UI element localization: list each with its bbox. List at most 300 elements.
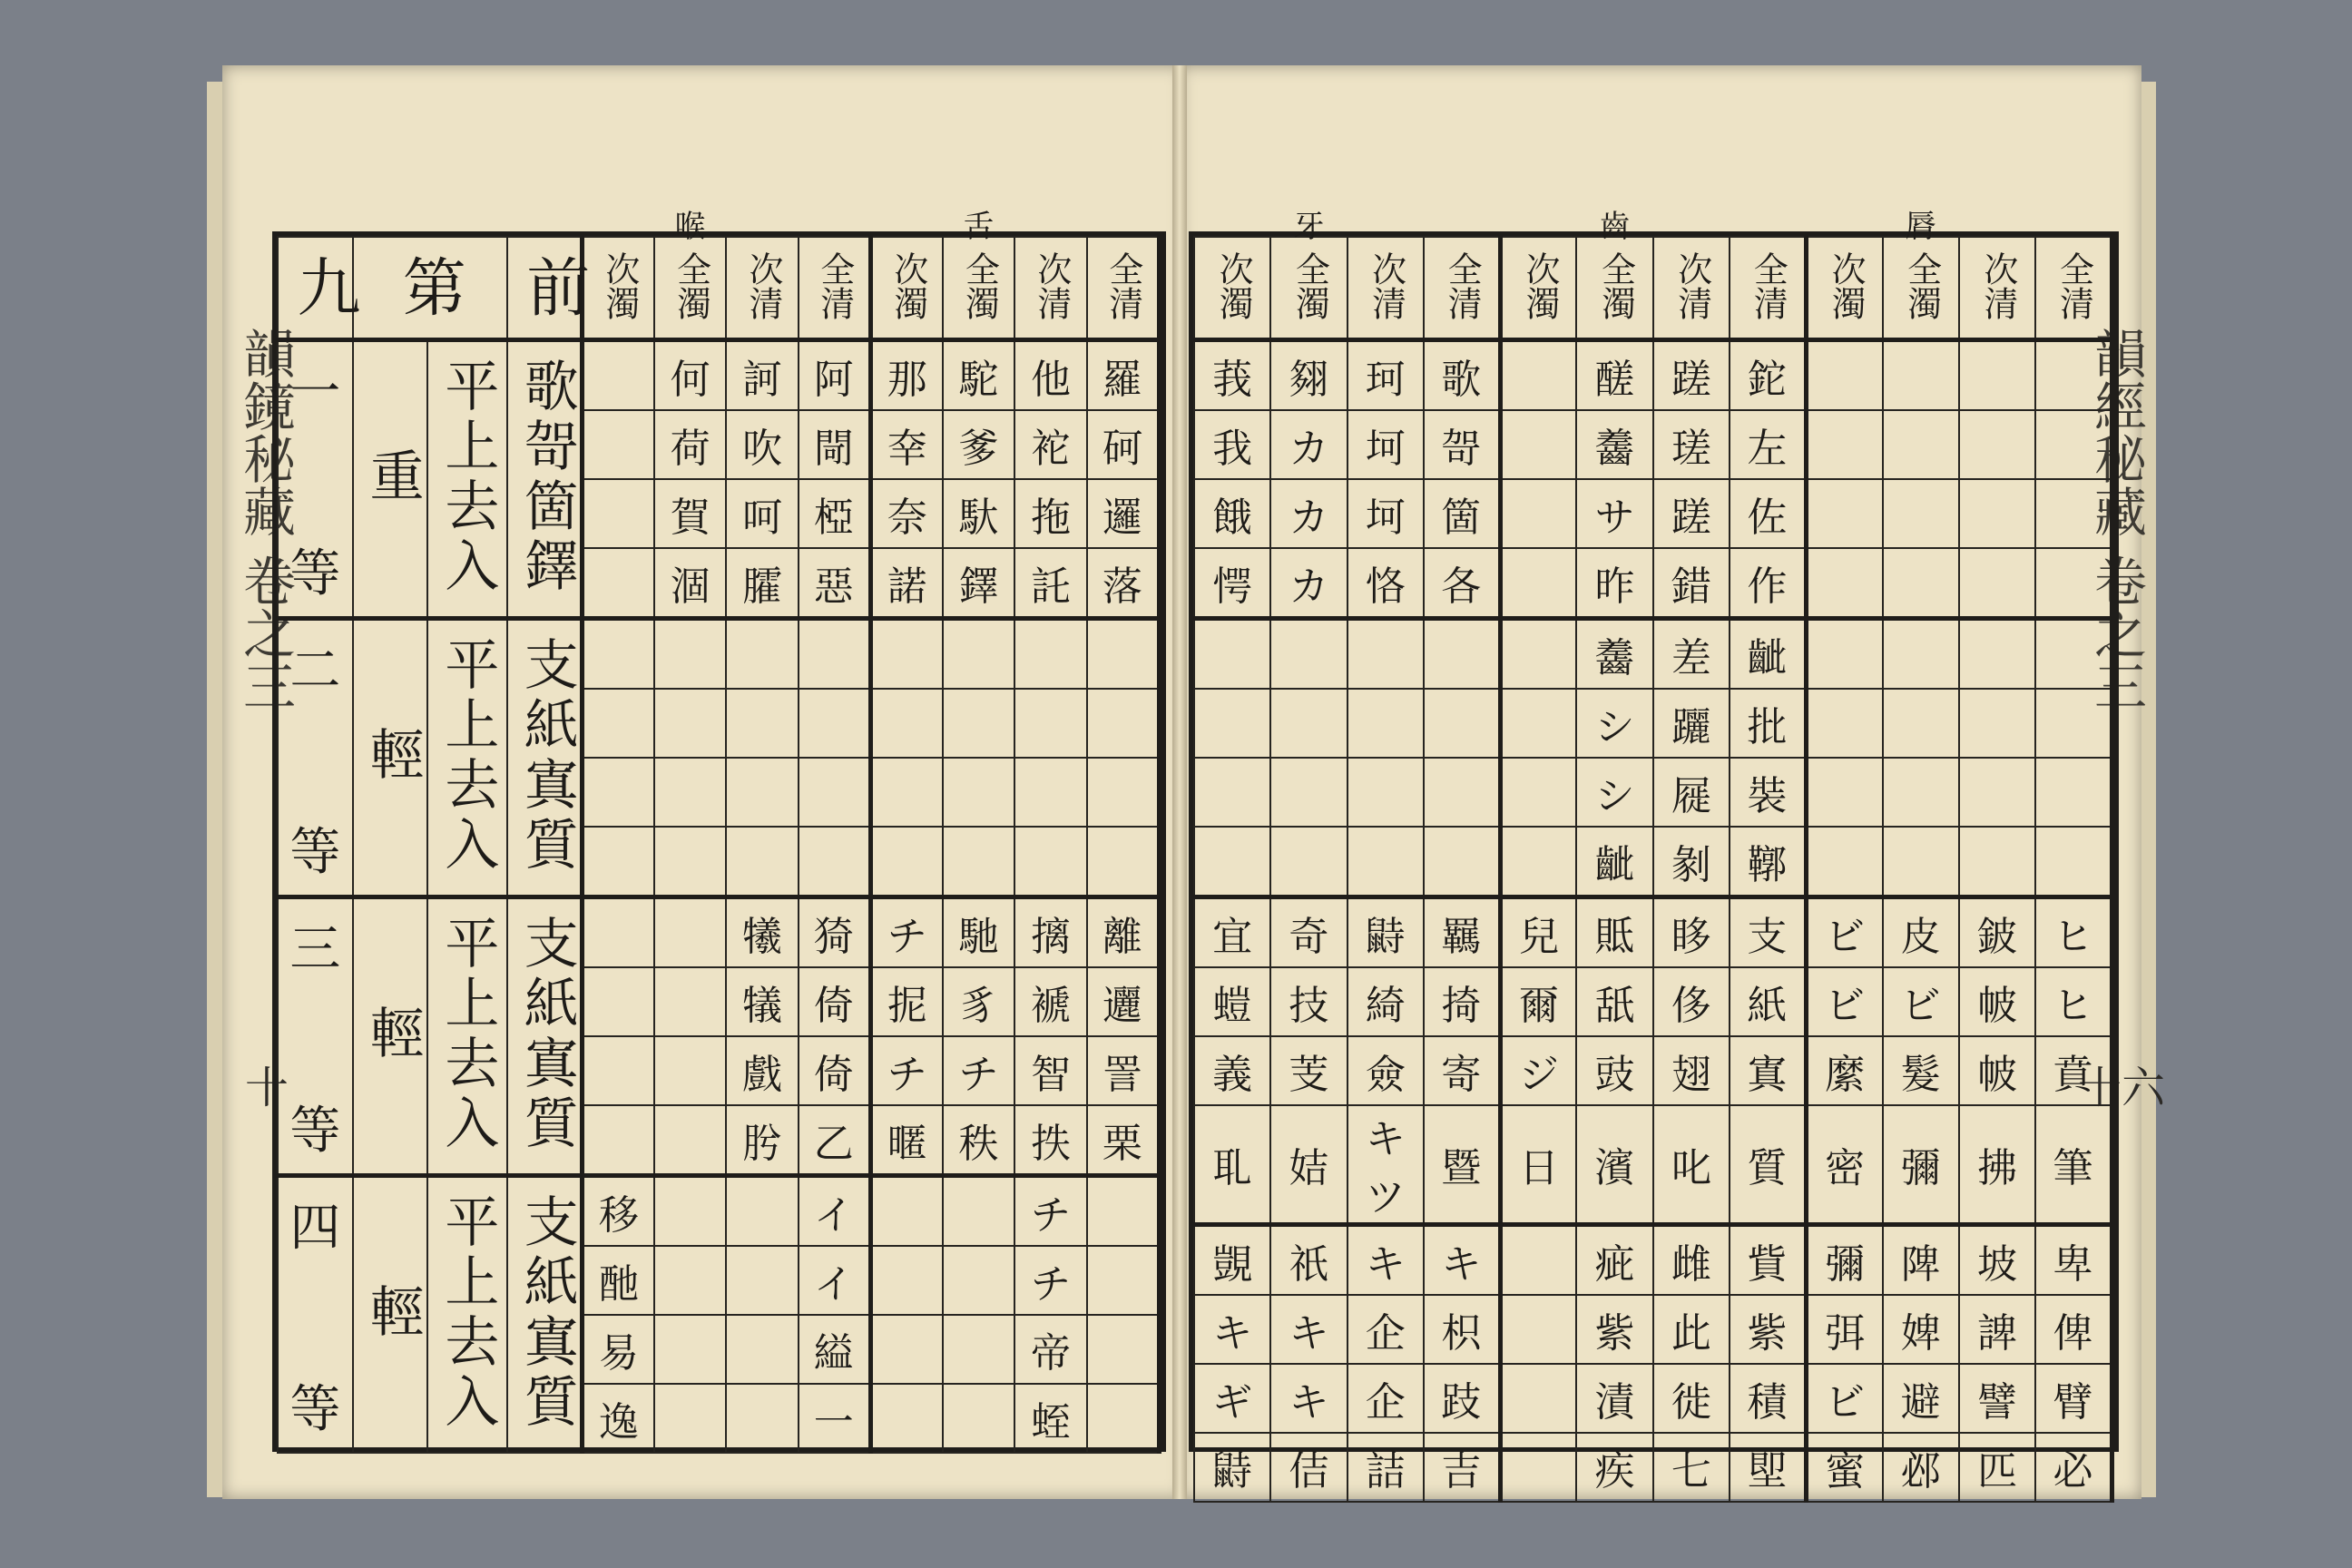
character-cell: 必: [2035, 1433, 2112, 1502]
character-cell: 何: [654, 340, 726, 411]
character-cell: 紫: [1576, 1295, 1652, 1364]
character-cell: チ: [1014, 1176, 1086, 1247]
character-cell: 掎: [1424, 967, 1500, 1036]
character-cell: 吹: [726, 410, 798, 479]
character-cell: [654, 1246, 726, 1315]
character-cell: [2035, 479, 2112, 548]
character-cell: 臂: [2035, 1364, 2112, 1433]
initial-group-name: 牙: [1293, 209, 1325, 245]
character-cell: 兒: [1500, 897, 1576, 968]
column-header-text: 次清: [1031, 251, 1072, 320]
character-cell: 帔: [1959, 967, 2035, 1036]
character-cell: キツ: [1348, 1105, 1424, 1225]
column-header-text: 次清: [1977, 251, 2018, 320]
character-cell: 差: [1653, 619, 1730, 690]
character-cell: 疾: [1576, 1433, 1652, 1502]
character-cell: ビ: [1883, 967, 1959, 1036]
character-cell: [870, 1176, 942, 1247]
character-cell: 叱: [1653, 1105, 1730, 1225]
character-cell: 裝: [1730, 758, 1806, 827]
weight-cell: [353, 1176, 428, 1454]
character-cell: [1348, 689, 1424, 758]
character-cell: [1500, 1225, 1576, 1296]
character-cell: [582, 758, 653, 827]
character-cell: 倚: [799, 1036, 870, 1105]
grade-text: [279, 1188, 352, 1442]
grade-text: [279, 909, 352, 1163]
character-cell: 佶: [1270, 1433, 1347, 1502]
character-cell: 閜: [799, 410, 870, 479]
character-cell: [1500, 548, 1576, 619]
character-cell: 㚔: [870, 410, 942, 479]
character-cell: 寄: [1424, 1036, 1500, 1105]
character-cell: 僉: [1348, 1036, 1424, 1105]
character-cell: 筆: [2035, 1105, 2112, 1225]
grade-cell: [278, 1176, 353, 1454]
grade-cell: [278, 619, 353, 897]
character-cell: 褫: [1014, 967, 1086, 1036]
character-cell: 左: [1730, 410, 1806, 479]
tones-cell: [427, 1176, 506, 1454]
column-header: [1959, 237, 2035, 340]
character-cell: 各: [1424, 548, 1500, 619]
character-cell: 莪: [1194, 340, 1270, 411]
character-cell: 技: [1270, 967, 1347, 1036]
column-header: [1806, 237, 1882, 340]
character-cell: 臛: [726, 548, 798, 619]
column-header: [943, 209, 1014, 340]
character-cell: 栗: [1087, 1105, 1160, 1176]
weight-text: 輕: [360, 1283, 425, 1343]
character-cell: [2035, 619, 2112, 690]
character-cell: [1883, 758, 1959, 827]
character-cell: [582, 548, 653, 619]
character-cell: 紫: [1730, 1295, 1806, 1364]
character-cell: 七: [1653, 1433, 1730, 1502]
right-folio: 十六: [2078, 1063, 2166, 1113]
character-cell: [1883, 410, 1959, 479]
character-cell: [1883, 619, 1959, 690]
character-cell: ヒ: [2035, 967, 2112, 1036]
grade-label: 等: [289, 1380, 341, 1439]
character-cell: [1500, 479, 1576, 548]
character-cell: [1500, 827, 1576, 897]
character-cell: 譬: [1959, 1364, 2035, 1433]
character-cell: [1270, 619, 1347, 690]
column-header-text: 全濁: [671, 251, 711, 320]
grade-cell: [278, 340, 353, 619]
character-cell: 姞: [1270, 1105, 1347, 1225]
left-rhyme-table: [272, 209, 1166, 1452]
character-cell: [1500, 340, 1576, 411]
character-cell: [2035, 340, 2112, 411]
character-cell: [943, 689, 1014, 758]
character-cell: ビ: [1806, 967, 1882, 1036]
character-cell: 帔: [1959, 1036, 2035, 1105]
character-cell: [1194, 619, 1270, 690]
character-cell: [2035, 410, 2112, 479]
character-cell: 吉: [1424, 1433, 1500, 1502]
character-cell: [1194, 758, 1270, 827]
character-cell: [1014, 689, 1086, 758]
character-cell: [1424, 827, 1500, 897]
character-cell: チ: [870, 1036, 942, 1105]
column-header-text: 次濁: [1213, 251, 1254, 320]
tones-cell: [427, 897, 506, 1176]
character-cell: [654, 1105, 726, 1176]
character-cell: 鼭: [1348, 897, 1424, 968]
character-cell: [870, 1315, 942, 1384]
character-cell: [1806, 340, 1882, 411]
character-cell: キ: [1194, 1295, 1270, 1364]
character-cell: [582, 1105, 653, 1176]
character-cell: [1500, 758, 1576, 827]
character-cell: 犧: [726, 897, 798, 968]
character-cell: [1959, 410, 2035, 479]
character-cell: 荷: [654, 410, 726, 479]
rime-cell: [507, 1176, 583, 1454]
character-cell: 乙: [799, 1105, 870, 1176]
character-cell: 堲: [1730, 1433, 1806, 1502]
character-cell: 跂: [1424, 1364, 1500, 1433]
character-cell: 瑳: [1653, 410, 1730, 479]
character-cell: [726, 689, 798, 758]
character-cell: 歌: [1424, 340, 1500, 411]
character-cell: 摛: [1014, 897, 1086, 968]
grade-number: 二: [289, 642, 341, 701]
character-cell: 陴: [1883, 1225, 1959, 1296]
character-cell: 佐: [1730, 479, 1806, 548]
column-header: [1424, 237, 1500, 340]
character-cell: [1087, 689, 1160, 758]
grade-label: 等: [289, 1102, 341, 1161]
character-cell: [654, 1036, 726, 1105]
character-cell: 紙: [1730, 967, 1806, 1036]
character-cell: 馱: [943, 479, 1014, 548]
column-header: [1730, 237, 1806, 340]
character-cell: [1500, 619, 1576, 690]
character-cell: 犠: [726, 967, 798, 1036]
character-cell: 箇: [1424, 479, 1500, 548]
character-cell: キ: [1270, 1295, 1347, 1364]
character-cell: [1500, 1295, 1576, 1364]
character-cell: 坷: [1348, 410, 1424, 479]
character-cell: 邏: [1087, 479, 1160, 548]
character-cell: 徙: [1653, 1364, 1730, 1433]
character-cell: カ: [1270, 410, 1347, 479]
character-cell: 齜: [1730, 619, 1806, 690]
character-cell: 駝: [943, 340, 1014, 411]
character-cell: 帝: [1014, 1315, 1086, 1384]
character-cell: [582, 897, 653, 968]
character-cell: ジ: [1500, 1036, 1576, 1105]
character-cell: [654, 827, 726, 897]
character-cell: チ: [870, 897, 942, 968]
character-cell: 疵: [1576, 1225, 1652, 1296]
character-cell: [1087, 1384, 1160, 1453]
character-cell: [726, 1176, 798, 1247]
character-cell: [582, 967, 653, 1036]
character-cell: [1959, 827, 2035, 897]
character-cell: 質: [1730, 1105, 1806, 1225]
character-cell: 坷: [1348, 479, 1424, 548]
character-cell: 雌: [1653, 1225, 1730, 1296]
weight-cell: [353, 340, 428, 619]
character-cell: 詈: [1087, 1036, 1160, 1105]
character-cell: 覬: [1194, 1225, 1270, 1296]
character-cell: [1014, 619, 1086, 690]
column-header: [1014, 237, 1086, 340]
tones-text: 平上去入: [436, 358, 500, 597]
rime-text: 支紙寘質: [514, 915, 579, 1154]
character-cell: 髮: [1883, 1036, 1959, 1105]
character-cell: イ: [799, 1246, 870, 1315]
character-cell: 蛭: [1014, 1384, 1086, 1453]
character-cell: 諾: [870, 548, 942, 619]
character-cell: [1806, 619, 1882, 690]
table-subtitle-text: 第: [392, 254, 467, 318]
character-cell: [654, 967, 726, 1036]
character-cell: [1959, 548, 2035, 619]
character-cell: 訶: [726, 340, 798, 411]
character-cell: 眵: [1653, 897, 1730, 968]
character-cell: イ: [799, 1176, 870, 1247]
character-cell: ギ: [1194, 1364, 1270, 1433]
book-gutter: [1172, 65, 1187, 1499]
character-cell: [1500, 689, 1576, 758]
character-cell: [2035, 548, 2112, 619]
column-header: [799, 237, 870, 340]
character-cell: 卑: [2035, 1225, 2112, 1296]
column-header-text: 全清: [1102, 251, 1143, 320]
character-cell: 齹: [1576, 410, 1652, 479]
character-cell: 易: [582, 1315, 653, 1384]
character-cell: ヒ: [2035, 897, 2112, 968]
character-cell: 齜: [1576, 827, 1652, 897]
character-cell: 義: [1194, 1036, 1270, 1105]
character-cell: 椏: [799, 479, 870, 548]
grade-label: 等: [289, 823, 341, 882]
character-cell: [799, 827, 870, 897]
character-cell: ビ: [1806, 897, 1882, 968]
character-cell: [943, 1384, 1014, 1453]
character-cell: [1500, 1364, 1576, 1433]
character-cell: [726, 619, 798, 690]
column-header: [582, 237, 653, 340]
character-cell: 婢: [1883, 1295, 1959, 1364]
character-cell: [1959, 619, 2035, 690]
character-cell: 豉: [1576, 1036, 1652, 1105]
character-cell: 暱: [870, 1105, 942, 1176]
character-cell: 那: [870, 340, 942, 411]
table-title-text: 前: [515, 254, 591, 318]
character-cell: 珂: [1348, 340, 1424, 411]
character-cell: 鼭: [1194, 1433, 1270, 1502]
column-header-text: 全清: [1748, 251, 1788, 320]
character-cell: [870, 619, 942, 690]
character-cell: 砢: [1087, 410, 1160, 479]
character-cell: [1348, 758, 1424, 827]
character-cell: ビ: [1806, 1364, 1882, 1433]
character-cell: シ: [1576, 758, 1652, 827]
column-header: [654, 209, 726, 340]
column-header: [1194, 237, 1270, 340]
tones-text: 平上去入: [436, 636, 500, 876]
character-cell: [654, 689, 726, 758]
character-cell: [1959, 340, 2035, 411]
column-header-text: 全濁: [959, 251, 1000, 320]
initial-group-name: 喉: [674, 209, 706, 245]
character-cell: チ: [1014, 1246, 1086, 1315]
character-cell: 祇: [1270, 1225, 1347, 1296]
character-cell: [943, 1176, 1014, 1247]
character-cell: 愕: [1194, 548, 1270, 619]
column-header: [1348, 237, 1424, 340]
character-cell: [1014, 827, 1086, 897]
character-cell: 離: [1087, 897, 1160, 968]
column-header: [726, 237, 798, 340]
character-cell: [1806, 410, 1882, 479]
character-cell: [1348, 619, 1424, 690]
column-header-text: 次清: [1366, 251, 1406, 320]
character-cell: [943, 1315, 1014, 1384]
character-cell: 倚: [799, 967, 870, 1036]
character-cell: 彌: [1883, 1105, 1959, 1225]
character-cell: [1194, 689, 1270, 758]
character-cell: [582, 827, 653, 897]
character-cell: [1959, 689, 2035, 758]
character-cell: 俾: [2035, 1295, 2112, 1364]
character-cell: 爹: [943, 410, 1014, 479]
grade-number: 四: [289, 1199, 341, 1258]
character-cell: 智: [1014, 1036, 1086, 1105]
column-header: [1087, 237, 1160, 340]
character-cell: 貾: [1576, 897, 1652, 968]
grade-label: 等: [289, 544, 341, 603]
character-cell: 齹: [1576, 619, 1652, 690]
character-cell: [943, 827, 1014, 897]
character-cell: 翅: [1653, 1036, 1730, 1105]
rime-text: 支紙寘質: [514, 1193, 579, 1433]
character-cell: [1087, 827, 1160, 897]
character-cell: 彌: [1806, 1225, 1882, 1296]
character-cell: [654, 1315, 726, 1384]
character-cell: [1883, 548, 1959, 619]
character-cell: 羈: [1424, 897, 1500, 968]
character-cell: 秩: [943, 1105, 1014, 1176]
character-cell: [1806, 479, 1882, 548]
character-cell: カ: [1270, 479, 1347, 548]
character-cell: 宜: [1194, 897, 1270, 968]
character-cell: [1806, 827, 1882, 897]
character-cell: [1014, 758, 1086, 827]
character-cell: 羅: [1087, 340, 1160, 411]
character-cell: 拖: [1014, 479, 1086, 548]
character-cell: 作: [1730, 548, 1806, 619]
character-cell: 恪: [1348, 548, 1424, 619]
character-cell: 寘: [1730, 1036, 1806, 1105]
character-cell: [582, 619, 653, 690]
column-header: [870, 237, 942, 340]
character-cell: [1194, 827, 1270, 897]
character-cell: [1806, 758, 1882, 827]
character-cell: 貲: [1730, 1225, 1806, 1296]
character-cell: 皮: [1883, 897, 1959, 968]
tones-text: 平上去入: [436, 915, 500, 1154]
character-cell: 哿: [1424, 410, 1500, 479]
character-cell: 暨: [1424, 1105, 1500, 1225]
character-cell: 鈹: [1959, 897, 2035, 968]
character-cell: 逸: [582, 1384, 653, 1453]
character-cell: [654, 897, 726, 968]
table-number-text: 九: [287, 254, 361, 318]
character-cell: 昨: [1576, 548, 1652, 619]
character-cell: 我: [1194, 410, 1270, 479]
character-cell: 鞹: [1730, 827, 1806, 897]
character-cell: 落: [1087, 548, 1160, 619]
character-cell: [726, 758, 798, 827]
weight-cell: [353, 897, 428, 1176]
character-cell: 邲: [1883, 1433, 1959, 1502]
character-cell: サ: [1576, 479, 1652, 548]
character-cell: 舐: [1576, 967, 1652, 1036]
character-cell: [1087, 619, 1160, 690]
character-cell: [582, 1036, 653, 1105]
character-cell: 支: [1730, 897, 1806, 968]
character-cell: 錯: [1653, 548, 1730, 619]
rime-text: 歌哿箇鐸: [514, 358, 579, 597]
character-cell: 豸: [943, 967, 1014, 1036]
character-cell: [799, 689, 870, 758]
table-title: [507, 237, 591, 340]
character-cell: 耴: [1194, 1105, 1270, 1225]
character-cell: [1424, 758, 1500, 827]
character-cell: 企: [1348, 1364, 1424, 1433]
character-cell: 賀: [654, 479, 726, 548]
character-cell: 奇: [1270, 897, 1347, 968]
character-cell: 剶: [1653, 827, 1730, 897]
column-header: [1500, 237, 1576, 340]
rime-text: 支紙寘質: [514, 636, 579, 876]
character-cell: 密: [1806, 1105, 1882, 1225]
right-rhyme-table: [1189, 209, 2119, 1494]
character-cell: 企: [1348, 1295, 1424, 1364]
left-folio: 十: [245, 1063, 289, 1113]
initial-group-name: 齒: [1599, 209, 1631, 245]
character-cell: 移: [582, 1176, 653, 1247]
character-cell: 批: [1730, 689, 1806, 758]
column-header-text: 全清: [2053, 251, 2094, 320]
character-cell: 諀: [1959, 1295, 2035, 1364]
character-cell: 弭: [1806, 1295, 1882, 1364]
character-cell: 縻: [1806, 1036, 1882, 1105]
character-cell: 此: [1653, 1295, 1730, 1364]
column-header-text: 全濁: [1595, 251, 1636, 320]
character-cell: [582, 340, 653, 411]
right-spine-title: 韻經秘藏 卷之三: [2085, 327, 2147, 712]
table-subtitle: [353, 237, 507, 340]
character-cell: 惡: [799, 548, 870, 619]
character-cell: [1806, 548, 1882, 619]
character-cell: [1500, 1433, 1576, 1502]
character-cell: 阿: [799, 340, 870, 411]
initial-group-name: 舌: [963, 209, 995, 245]
column-header: [1270, 209, 1347, 340]
rime-cell: [507, 340, 583, 619]
character-cell: [1270, 689, 1347, 758]
character-cell: [1883, 479, 1959, 548]
character-cell: 鉈: [1730, 340, 1806, 411]
